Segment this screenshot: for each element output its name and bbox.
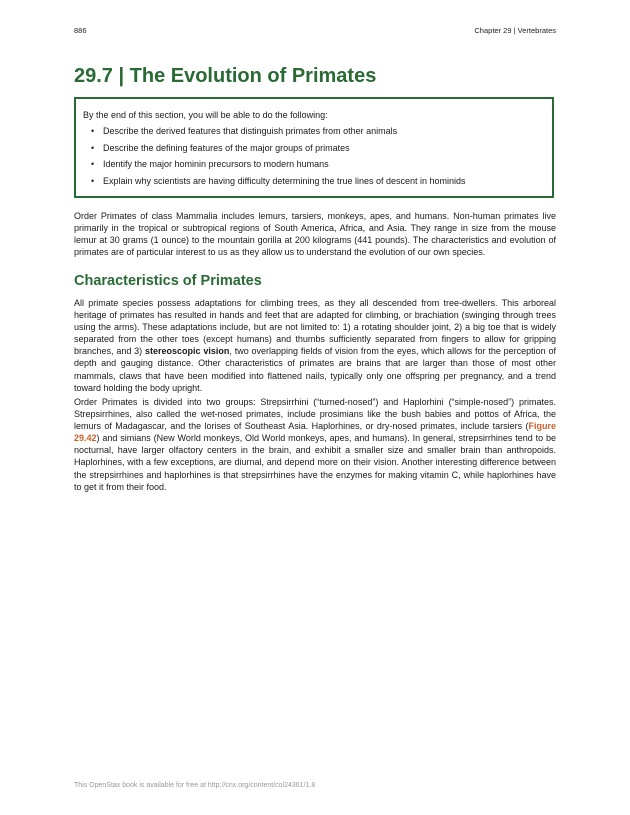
chapter-label [474,26,556,35]
paragraph-text: ) and simians (New World monkeys, Old World monkeys, apes, and humans). In general, strepsirrhines tend to be nocturnal, have larger olfactory centers in the brain, and exhibit a smaller size and smaller brain than anthropoids. Haplorhines, with a few exceptions, are diurnal, and depend more on their vision. Another interesting difference between the strepsirrhines and haplorhines is that strepsirrhines have the enzymes for making vitamin C, while haplorhines have to get it from their food. [74,433,556,492]
learning-objectives-box [74,97,554,198]
objective-text: Describe the defining features of the major groups of primates [103,142,350,153]
paragraph-characteristics [74,297,556,394]
bullet-icon: • [91,159,95,169]
objective-text: Explain why scientists are having difficulty determining the true lines of descent in hominids [103,175,466,186]
key-term: stereoscopic vision [145,346,230,357]
bullet-icon: • [91,175,95,186]
objectives-intro: By the end of this section, you will be able to do the following: [83,110,328,120]
page-footer: This OpenStax book is available for free at http://cnx.org/content/col24361/1.8 [74,782,316,789]
objective-text: Describe the derived features that distinguish primates from other animals [103,126,398,136]
section-title: 29.7 | The Evolution of Primates [74,65,377,87]
paragraph-text: Order Primates is divided into two groups: Strepsirrhini (“turned-nosed”) and Haplorhini (“simple-nosed”) primates. Strepsirrhines, also called the wet-nosed primates, include prosimians like the bush babies and pottos of Africa, the lemurs of Madagascar, and the lorises of Southeast Asia. Haplorhines, or dry-nosed primates, include tarsiers ( [74,397,556,432]
objectives-list [83,125,466,191]
objective-item [83,142,466,159]
paragraph-intro: Order Primates of class Mammalia includes lemurs, tarsiers, monkeys, apes, and humans. Non-human primates live primarily in the tropical or subtropical regions of South America, Africa, and Asia. They range in size from the mouse lemur at 30 grams (1 ounce) to the mountain gorilla at 200 kilograms (441 pounds). The characteristics and evolution of primates are of particular interest to us as they allow us to understand the evolution of our own species. [74,211,556,258]
page-number: 886 [74,26,87,35]
chapter-separator: | [513,26,516,35]
bullet-icon: • [91,142,95,153]
chapter-prefix: Chapter 29 [474,26,512,35]
running-header [74,26,556,38]
paragraph-groups [74,396,556,493]
objective-item [83,175,466,192]
bullet-icon: • [91,126,95,136]
subsection-title: Characteristics of Primates [74,273,262,289]
objective-item [83,125,466,142]
chapter-name: Vertebrates [517,26,556,35]
paragraph-text: All primate species possess adaptations for climbing trees, as they all descended from tree-dwellers. This arboreal heritage of primates has resulted in hands and feet that are adapted for climbing, or brachiation (swinging through trees using the arms). These adaptations include, but are not limited to: 1) a rotating shoulder joint, 2) a big toe that is widely separated from the other toes (except humans) and thumbs sufficiently separated from fingers to allow for gripping branches, and 3) [74,298,556,357]
objective-text: Identify the major hominin precursors to modern humans [103,159,329,169]
paragraph-text: , two overlapping fields of vision from the eyes, which allows for the perception of depth and gauging distance. Other characteristics of primates are brains that are larger than those of most other mammals, claws that have been modified into flattened nails, typically only one offspring per pregnancy, and a trend toward holding the body upright. [74,346,556,393]
figure-link[interactable]: Figure 29.42 [74,421,556,444]
objective-item [83,158,466,175]
